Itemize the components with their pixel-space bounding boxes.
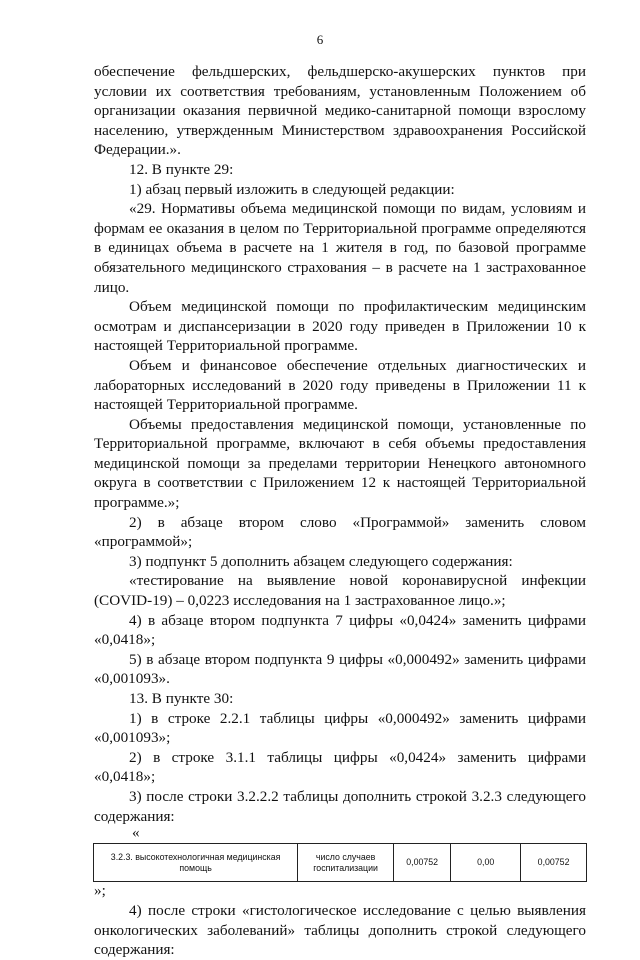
paragraph: «29. Нормативы объема медицинской помощи по видам, условиям и формам ее оказания в целом по Территориальной программе определяются в единицах объема в расчете на 1 жителя в год, по базовой программе обязательного медицинского страхования – в расчете на 1 застрахованное лицо. (94, 200, 586, 296)
paragraph: 1) абзац первый изложить в следующей редакции: (129, 180, 455, 198)
paragraph: 12. В пункте 29: (129, 160, 234, 178)
row-name-cell: 3.2.3. высокотехнологичная медицинская помощь (94, 844, 298, 882)
paragraph: 1) в строке 2.2.1 таблицы цифры «0,000492» заменить цифрами «0,001093»; (94, 709, 586, 747)
value-cell-1: 0,00752 (394, 844, 451, 882)
inserted-table-row (93, 843, 587, 882)
paragraph: Объем медицинской помощи по профилактическим медицинским осмотрам и диспансеризации в 2020 году приведен в Приложении 10 к настоящей Территориальной программе. (94, 298, 586, 355)
paragraph: 13. В пункте 30: (129, 690, 234, 707)
document-body (94, 62, 586, 960)
paragraph: 5) в абзаце втором подпункта 9 цифры «0,000492» заменить цифрами «0,001093». (94, 650, 586, 688)
value-cell-3: 0,00752 (521, 844, 587, 882)
value-cell-2: 0,00 (451, 844, 521, 882)
paragraph: «тестирование на выявление новой коронавирусной инфекции (COVID-19) – 0,0223 исследования на 1 застрахованное лицо.»; (94, 572, 586, 610)
paragraph: Объемы предоставления медицинской помощи, установленные по Территориальной программе, включают в себя объемы предоставления медицинской помощи за пределами территории Ненецкого автономного округа в соответствии с Приложением 12 к настоящей Территориальной программе.»; (94, 415, 586, 512)
table-row (94, 844, 587, 882)
paragraph: обеспечение фельдшерских, фельдшерско-акушерских пунктов при условии их соответствия требованиям, установленным Положением об организации оказания первичной медико-санитарной помощи взрослому населению, утвержденным Министерством здравоохранения Российской Федерации.». (94, 63, 586, 159)
paragraph: 3) подпункт 5 дополнить абзацем следующего содержания: (129, 552, 513, 570)
page-number: 6 (316, 32, 324, 47)
paragraph: 4) в абзаце втором подпункта 7 цифры «0,0424» заменить цифрами «0,0418»; (94, 611, 586, 649)
unit-cell: число случаев госпитализации (298, 844, 394, 882)
quote-close: »; (94, 882, 106, 900)
paragraph: 2) в строке 3.1.1 таблицы цифры «0,0424» заменить цифрами «0,0418»; (94, 748, 586, 786)
paragraph: 4) после строки «гистологическое исследование с целью выявления онкологических заболеваний» таблицы дополнить строкой следующего содержания: (94, 902, 586, 959)
paragraph: 2) в абзаце втором слово «Программой» заменить словом «программой»; (94, 513, 586, 551)
paragraph: Объем и финансовое обеспечение отдельных диагностических и лабораторных исследований в 2020 году приведены в Приложении 11 к настоящей Территориальной программе. (94, 356, 586, 414)
paragraph: 3) после строки 3.2.2.2 таблицы дополнить строкой 3.2.3 следующего содержания: (94, 787, 586, 825)
quote-open: « (132, 824, 140, 842)
